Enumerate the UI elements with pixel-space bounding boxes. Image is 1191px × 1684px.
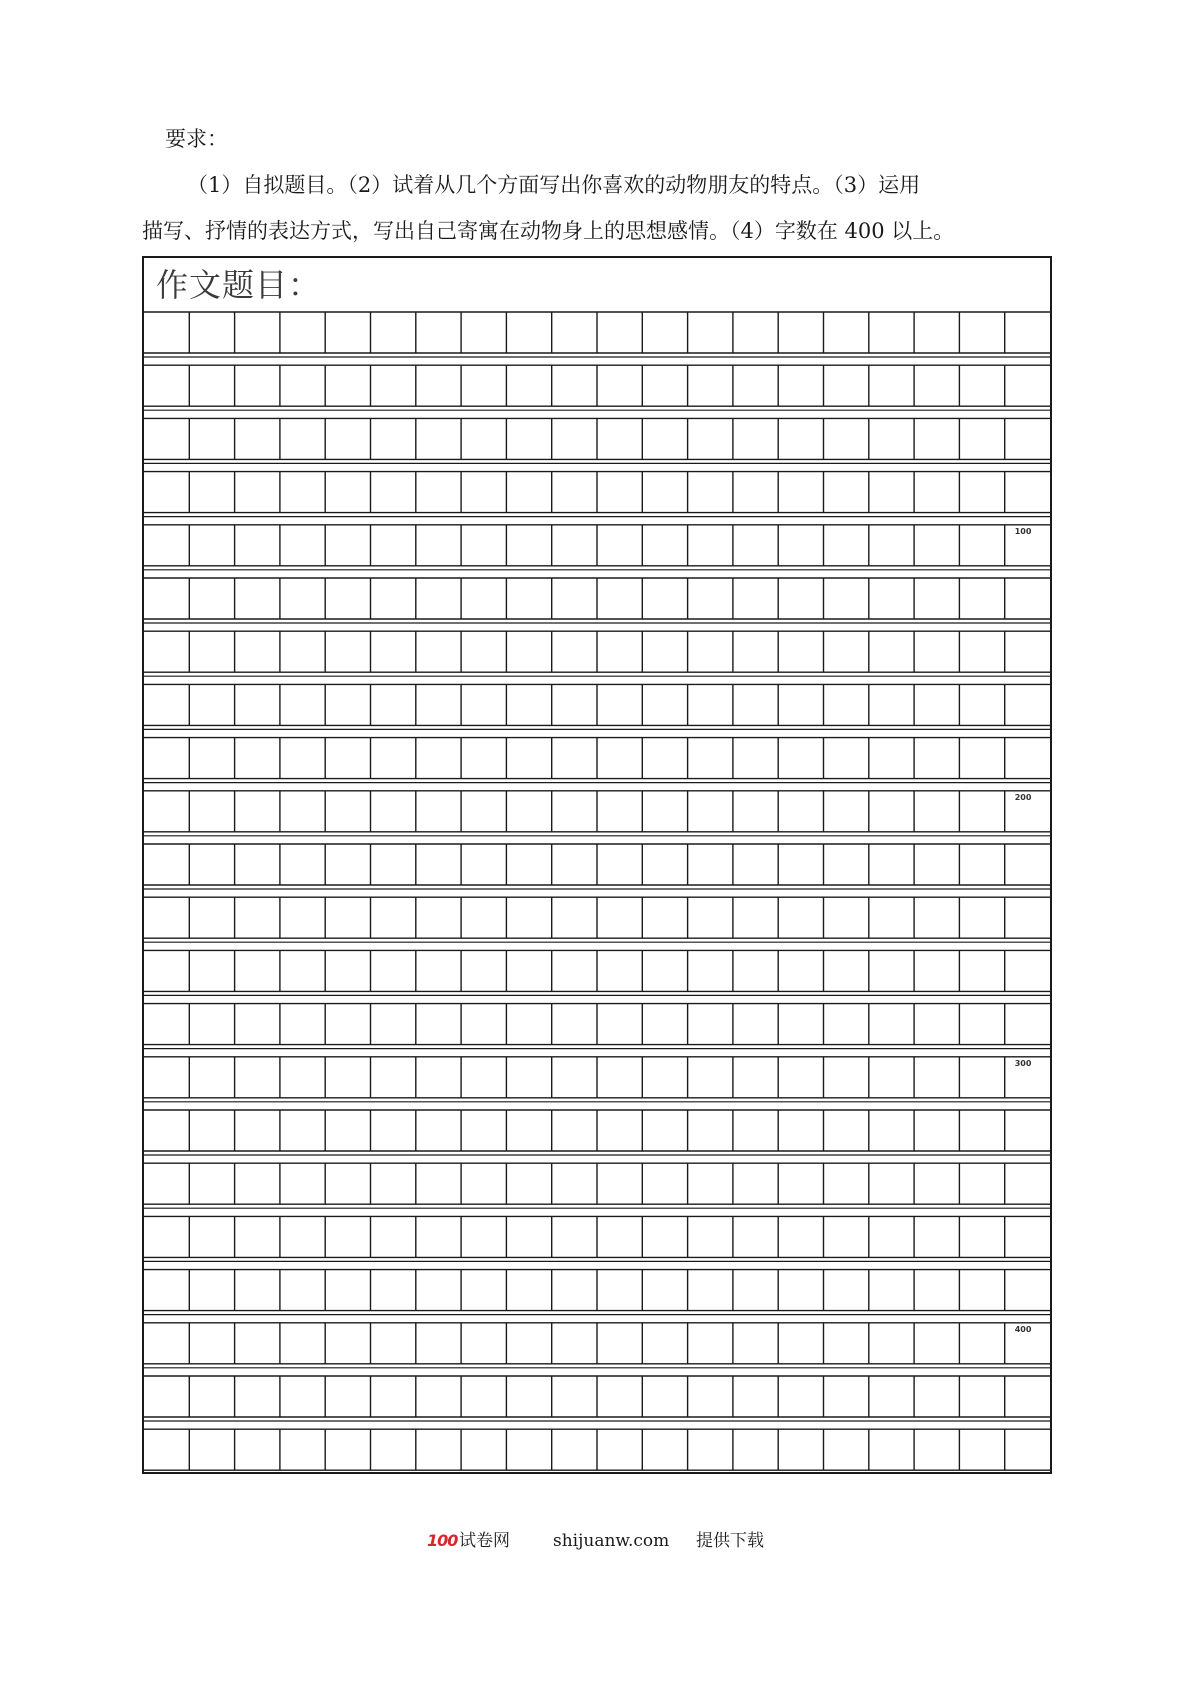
footer-site: shijuanw.com — [553, 1531, 670, 1551]
writing-grid — [144, 258, 1050, 1472]
composition-grid-sheet — [142, 256, 1052, 1474]
count-mark: 300 — [1014, 1058, 1032, 1068]
count-mark: 400 — [1014, 1324, 1032, 1334]
composition-title-label: 作文题目： — [156, 266, 322, 304]
requirements-line-2: 描写、抒情的表达方式，写出自己寄寓在动物身上的思想感情。（4）字数在 400 以上。 — [142, 219, 955, 243]
requirements-heading: 要求： — [165, 127, 228, 151]
footer-provide-text: 提供下载 — [696, 1531, 764, 1551]
count-mark: 100 — [1014, 526, 1032, 536]
footer — [0, 1526, 1191, 1556]
footer-logo-number: 100 — [427, 1531, 458, 1550]
requirements-line-1: （1）自拟题目。（2）试着从几个方面写出你喜欢的动物朋友的特点。（3）运用 — [187, 173, 921, 197]
count-mark: 200 — [1014, 792, 1032, 802]
footer-logo-name: 试卷网 — [459, 1531, 510, 1551]
